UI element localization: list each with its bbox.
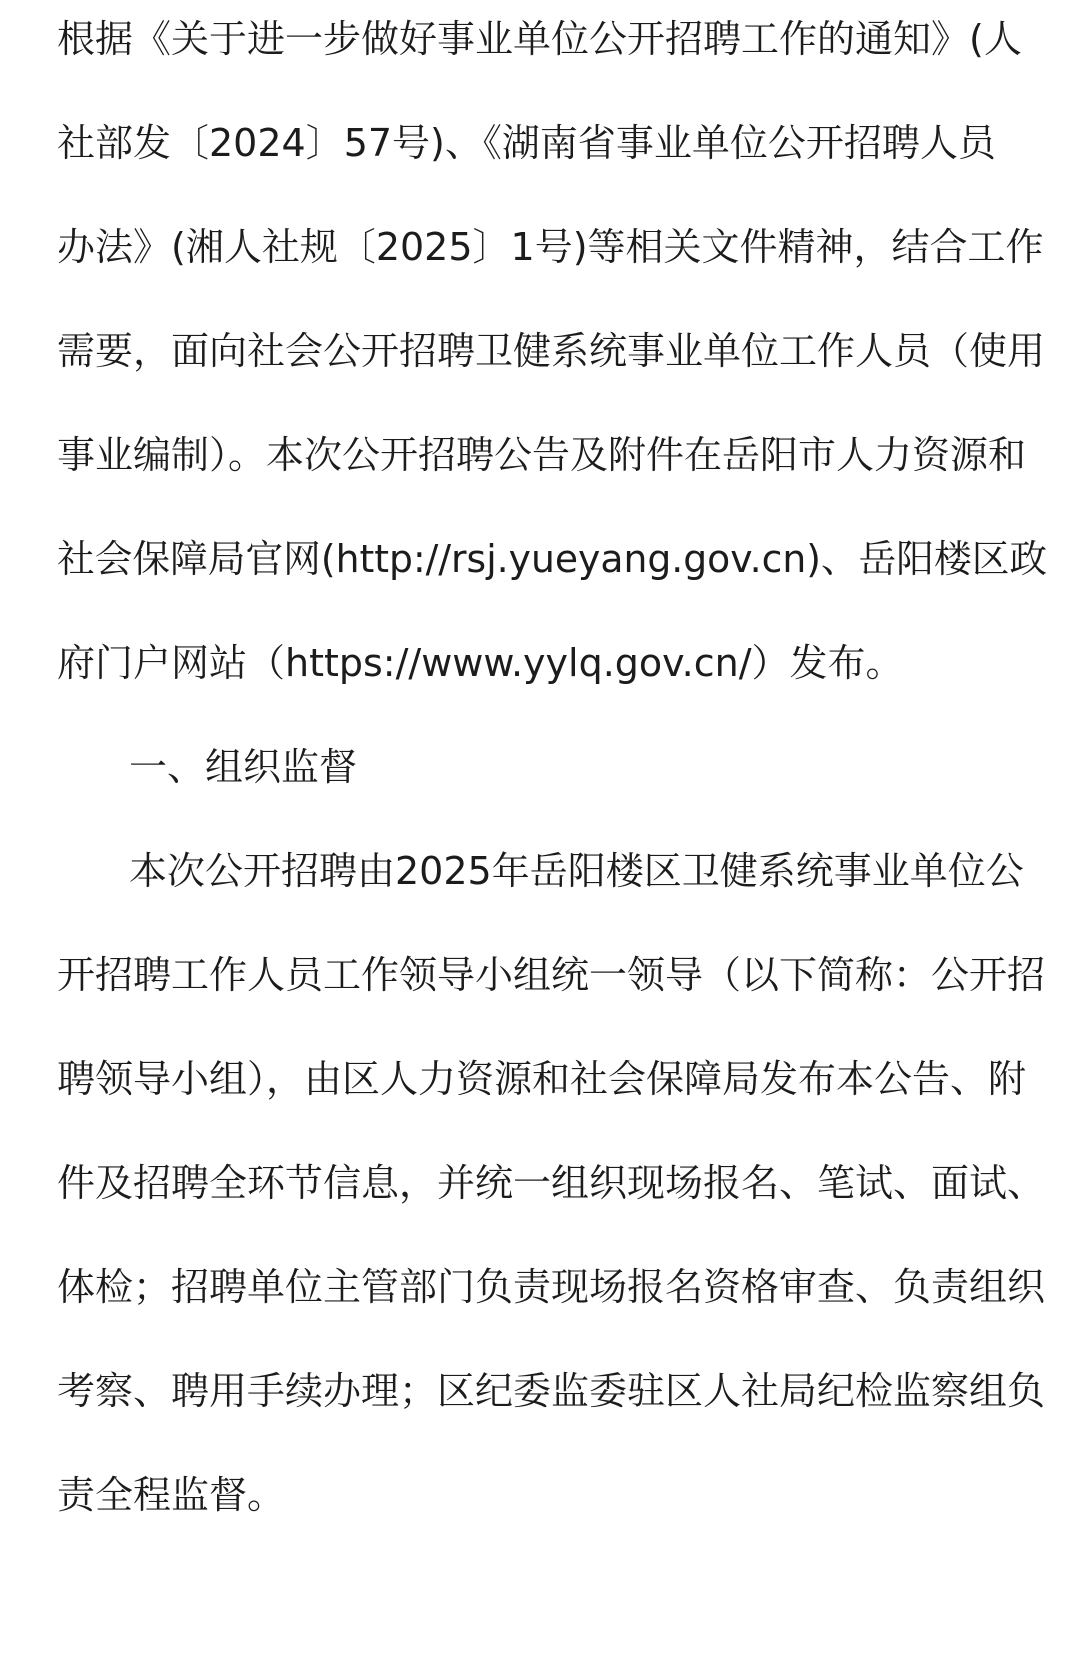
text-line: 聘领导小组），由区人力资源和社会保障局发布本公告、附 (57, 1057, 1027, 1101)
text-line: 责全程监督。 (57, 1473, 286, 1517)
text-line: 根据《关于进一步做好事业单位公开招聘工作的通知》(人 (57, 17, 1022, 61)
text-line: 办法》(湘人社规〔2025〕1号)等相关文件精神，结合工作 (57, 225, 1044, 269)
text-line: 社部发〔2024〕57号)、《湖南省事业单位公开招聘人员 (57, 121, 996, 165)
text-line: 需要，面向社会公开招聘卫健系统事业单位工作人员（使用 (57, 329, 1046, 373)
text-line: 考察、聘用手续办理；区纪委监委驻区人社局纪检监察组负 (57, 1369, 1046, 1413)
section-heading: 一、组织监督 (129, 745, 358, 789)
text-line: 府门户网站（https://www.yylq.gov.cn/）发布。 (57, 641, 904, 685)
text-line: 事业编制）。本次公开招聘公告及附件在岳阳市人力资源和 (57, 433, 1027, 477)
text-line: 社会保障局官网(http://rsj.yueyang.gov.cn)、岳阳楼区政 (57, 537, 1048, 581)
text-line: 本次公开招聘由2025年岳阳楼区卫健系统事业单位公 (129, 849, 1024, 893)
text-line: 体检；招聘单位主管部门负责现场报名资格审查、负责组织 (57, 1265, 1046, 1309)
text-line: 件及招聘全环节信息，并统一组织现场报名、笔试、面试、 (57, 1161, 1046, 1205)
text-line: 开招聘工作人员工作领导小组统一领导（以下简称：公开招 (57, 953, 1046, 997)
